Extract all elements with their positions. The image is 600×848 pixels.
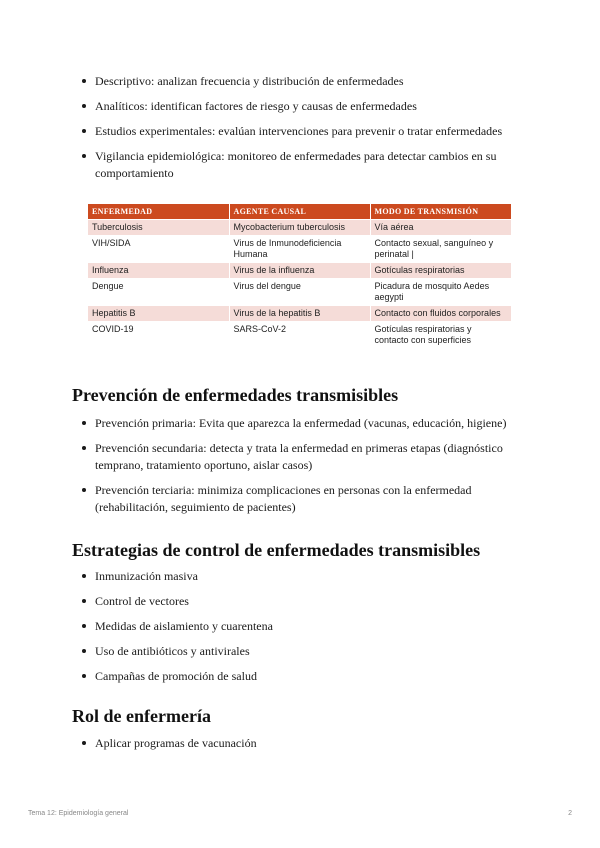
study-types-list	[82, 73, 522, 190]
table-cell: Virus de Inmunodeficiencia Humana	[229, 236, 370, 263]
table-row	[88, 220, 511, 236]
table-cell: Hepatitis B	[88, 306, 229, 322]
table-row	[88, 279, 511, 306]
list-item: Vigilancia epidemiológica: monitoreo de enfermedades para detectar cambios en su comportamiento	[82, 148, 522, 182]
page-number: 2	[568, 810, 572, 817]
table-row	[88, 306, 511, 322]
section-heading-estrategias: Estrategias de control de enfermedades transmisibles	[72, 540, 481, 560]
table-cell: Picadura de mosquito Aedes aegypti	[370, 279, 511, 306]
table-cell: Vía aérea	[370, 220, 511, 236]
table-cell: Virus del dengue	[229, 279, 370, 306]
table-cell: Gotículas respiratorias y contacto con superficies	[370, 322, 511, 349]
table-cell: VIH/SIDA	[88, 236, 229, 263]
list-item: Prevención terciaria: minimiza complicaciones en personas con la enfermedad (rehabilitación, seguimiento de pacientes)	[82, 482, 522, 516]
list-item: Medidas de aislamiento y cuarentena	[82, 618, 522, 635]
table-cell: Contacto con fluidos corporales	[370, 306, 511, 322]
nursing-role-list	[82, 735, 522, 752]
table-cell: Virus de la hepatitis B	[229, 306, 370, 322]
list-item: Aplicar programas de vacunación	[82, 735, 522, 752]
list-item: Uso de antibióticos y antivirales	[82, 643, 522, 660]
table-cell: Dengue	[88, 279, 229, 306]
list-item: Prevención primaria: Evita que aparezca la enfermedad (vacunas, educación, higiene)	[82, 415, 522, 432]
table-row	[88, 322, 511, 349]
list-item: Descriptivo: analizan frecuencia y distribución de enfermedades	[82, 73, 522, 90]
list-item: Control de vectores	[82, 593, 522, 610]
table-cell: Virus de la influenza	[229, 263, 370, 279]
footer-title: Tema 12: Epidemiología general	[28, 810, 129, 817]
header-disease: ENFERMEDAD	[88, 204, 229, 220]
table-cell: SARS-CoV-2	[229, 322, 370, 349]
header-transmission: MODO DE TRANSMISIÓN	[370, 204, 511, 220]
table-cell: Contacto sexual, sanguíneo y perinatal |	[370, 236, 511, 263]
disease-table	[88, 204, 511, 348]
strategies-list	[82, 568, 522, 693]
list-item: Inmunización masiva	[82, 568, 522, 585]
list-item: Campañas de promoción de salud	[82, 668, 522, 685]
section-heading-rol: Rol de enfermería	[72, 706, 211, 726]
header-causal-agent: AGENTE CAUSAL	[229, 204, 370, 220]
table-row	[88, 236, 511, 263]
table-cell: Influenza	[88, 263, 229, 279]
prevention-list	[82, 415, 522, 524]
section-heading-prevencion: Prevención de enfermedades transmisibles	[72, 385, 399, 405]
table-cell: COVID-19	[88, 322, 229, 349]
table-row	[88, 263, 511, 279]
table-cell: Mycobacterium tuberculosis	[229, 220, 370, 236]
table-header-row	[88, 204, 511, 220]
table-cell: Gotículas respiratorias	[370, 263, 511, 279]
table-cell: Tuberculosis	[88, 220, 229, 236]
list-item: Prevención secundaria: detecta y trata la enfermedad en primeras etapas (diagnóstico temprano, tratamiento oportuno, aislar casos)	[82, 440, 522, 474]
list-item: Analíticos: identifican factores de riesgo y causas de enfermedades	[82, 98, 522, 115]
list-item: Estudios experimentales: evalúan intervenciones para prevenir o tratar enfermedades	[82, 123, 522, 140]
